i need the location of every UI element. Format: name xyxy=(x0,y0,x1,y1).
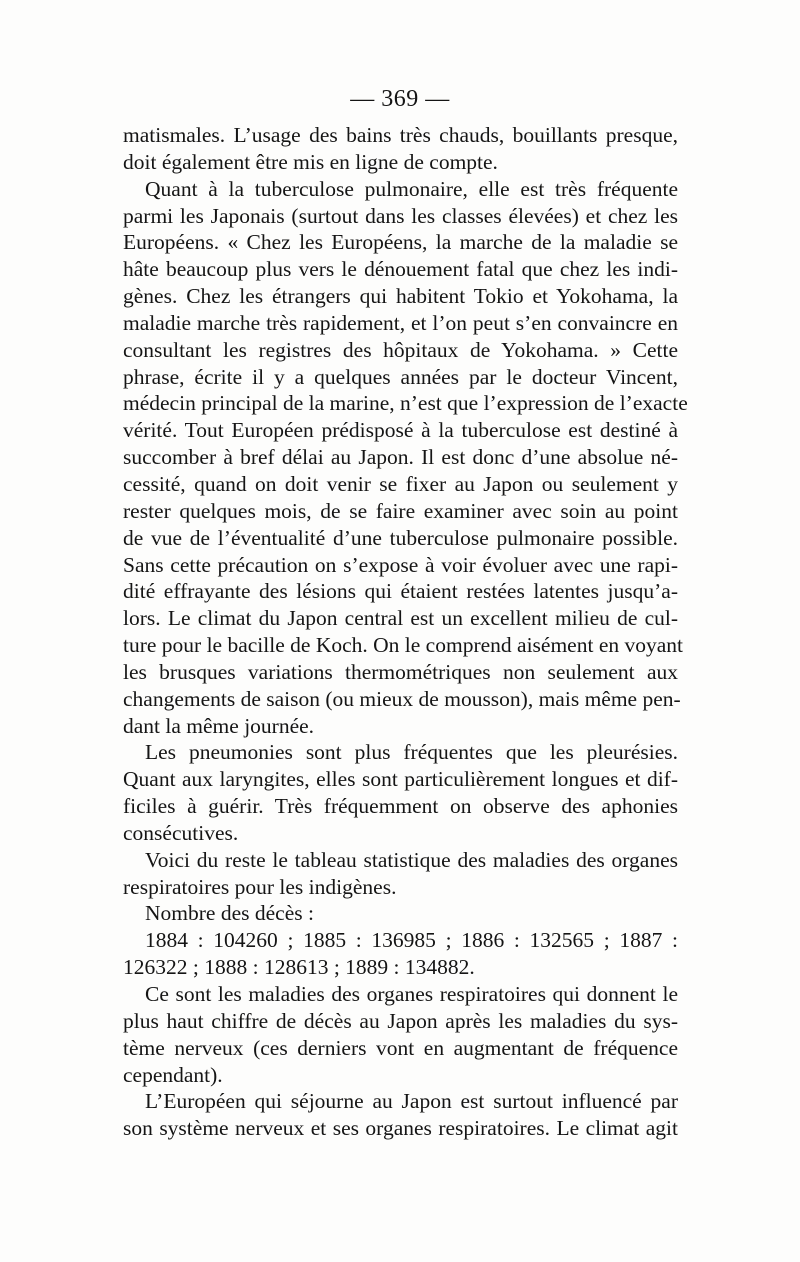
text-line: 1884 : 104260 ; 1885 : 136985 ; 1886 : 132565 ; 1887 : xyxy=(145,928,678,953)
text-line: Voici du reste le tableau statistique des maladies des organes xyxy=(145,847,678,872)
text-line: matismales. L’usage des bains très chauds, bouillants presque, xyxy=(123,123,678,147)
text-line: Quant aux laryngites, elles sont particulièrement longues et dif- xyxy=(123,767,678,792)
text-line: maladie marche très rapidement, et l’on peut s’en convaincre en xyxy=(123,310,678,335)
text-line: dant la même journée. xyxy=(123,713,315,738)
text-line: lors. Le climat du Japon central est un excellent milieu de cul- xyxy=(123,606,678,631)
text-line: consécutives. xyxy=(123,820,239,845)
text-line: 126322 ; 1888 : 128613 ; 1889 : 134882. xyxy=(123,955,475,980)
text-line: gènes. Chez les étrangers qui habitent Tokio et Yokohama, la xyxy=(123,284,678,309)
text-line: vérité. Tout Européen prédisposé à la tuberculose est destiné à xyxy=(123,418,678,443)
text-line: médecin principal de la marine, n’est que l’expression de l’exacte xyxy=(123,391,688,416)
text-line: de vue de l’éventualité d’une tuberculose pulmonaire possible. xyxy=(123,525,678,550)
text-line: Quant à la tuberculose pulmonaire, elle est très fréquente xyxy=(145,176,678,201)
text-line: son système nerveux et ses organes respiratoires. Le climat agit xyxy=(123,1116,678,1141)
text-line: succomber à bref délai au Japon. Il est donc d’une absolue né- xyxy=(123,445,678,470)
text-line: parmi les Japonais (surtout dans les classes élevées) et chez les xyxy=(123,203,678,228)
page-number: — 369 — xyxy=(350,86,450,112)
text-line: respiratoires pour les indigènes. xyxy=(123,874,397,899)
text-line: phrase, écrite il y a quelques années par le docteur Vincent, xyxy=(123,364,678,389)
text-line: tème nerveux (ces derniers vont en augmentant de fréquence xyxy=(123,1035,678,1060)
text-line: doit également être mis en ligne de compte. xyxy=(123,149,498,174)
text-line: Ce sont les maladies des organes respiratoires qui donnent le xyxy=(145,982,678,1006)
text-line: cessité, quand on doit venir se fixer au Japon ou seulement y xyxy=(123,471,678,496)
text-line: consultant les registres des hôpitaux de Yokohama. » Cette xyxy=(123,337,678,362)
text-line: Les pneumonies sont plus fréquentes que les pleurésies. xyxy=(145,740,678,765)
text-line: plus haut chiffre de décès au Japon après les maladies du sys- xyxy=(123,1008,678,1033)
text-line: changements de saison (ou mieux de mousson), mais même pen- xyxy=(123,686,681,711)
text-line: rester quelques mois, de se faire examiner avec soin au point xyxy=(123,498,678,523)
text-line: les brusques variations thermométriques non seulement aux xyxy=(123,659,678,684)
text-line: Européens. « Chez les Européens, la marche de la maladie se xyxy=(123,230,678,255)
text-line: dité effrayante des lésions qui étaient restées latentes jusqu’a- xyxy=(123,579,678,604)
text-line: ture pour le bacille de Koch. On le comprend aisément en voyant xyxy=(123,633,683,658)
body-text xyxy=(123,122,688,1142)
text-line: L’Européen qui séjourne au Japon est surtout influencé par xyxy=(145,1089,678,1114)
text-line: Nombre des décès : xyxy=(145,901,314,926)
text-line: Sans cette précaution on s’expose à voir évoluer avec une rapi- xyxy=(123,552,678,577)
text-line: ficiles à guérir. Très fréquemment on observe des aphonies xyxy=(123,794,678,819)
text-line: cependant). xyxy=(123,1062,223,1087)
text-line: hâte beaucoup plus vers le dénouement fatal que chez les indi- xyxy=(123,257,678,282)
